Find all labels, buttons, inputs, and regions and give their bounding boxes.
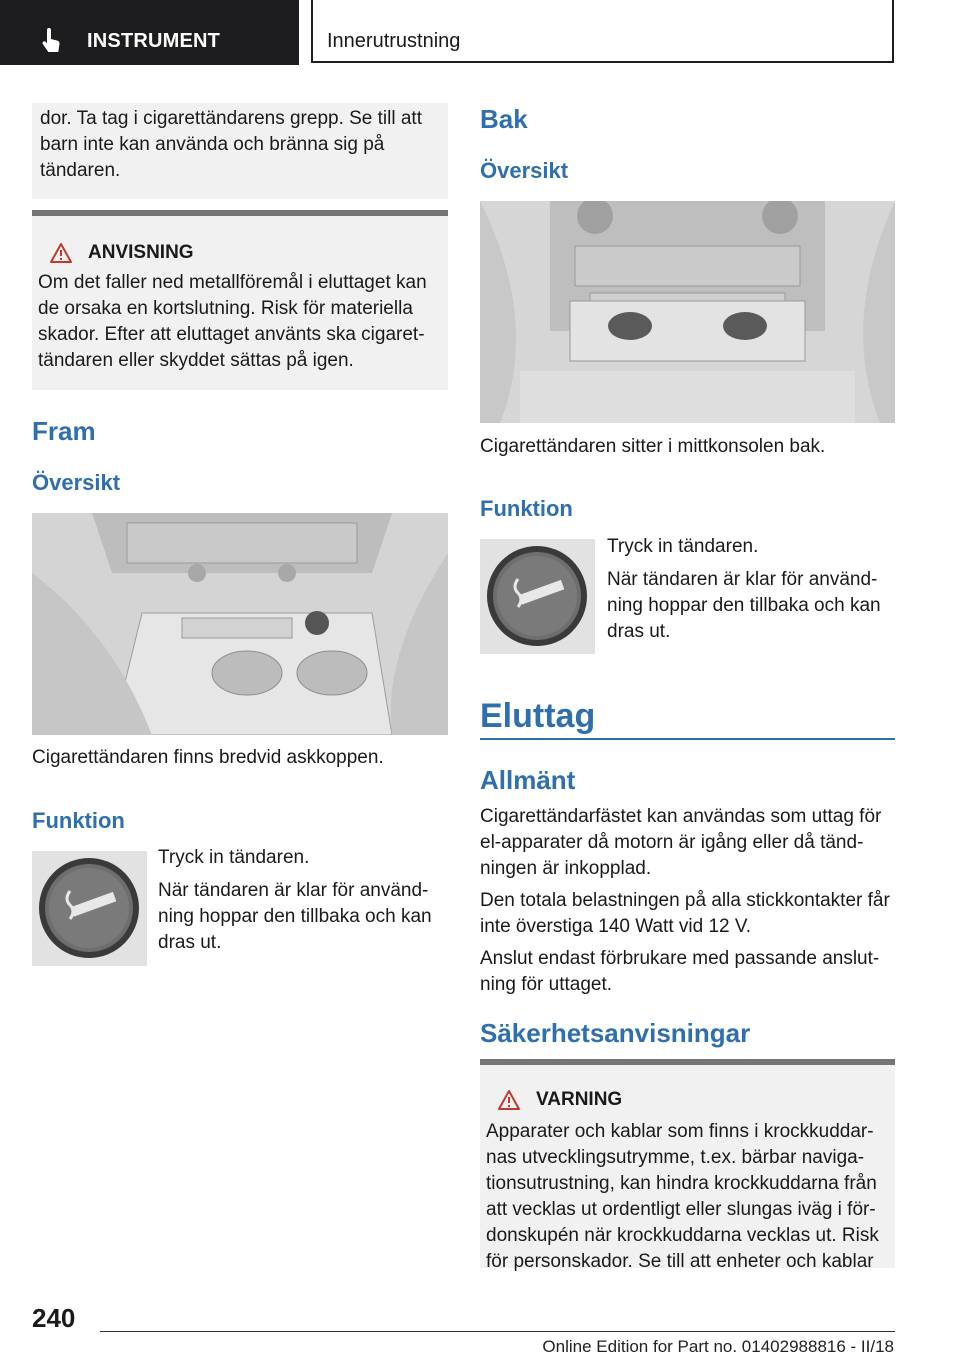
warning-triangle-icon [50, 243, 72, 263]
rear-heading: Bak [480, 104, 528, 134]
hand-pointer-icon [40, 28, 62, 54]
function-line: dras ut. [607, 621, 671, 642]
warning-line: för personskador. Se till att enheter och kablar [486, 1251, 874, 1272]
rear-console-image [480, 201, 895, 423]
warning-line: donskupén när krockkuddarna vecklas ut. Risk [486, 1225, 879, 1246]
notice-line: de orsaka en kortslutning. Risk för materiella [38, 298, 413, 319]
warning-line: nas utvecklingsutrymme, t.ex. bärbar naviga- [486, 1147, 865, 1168]
rear-caption: Cigarettändaren sitter i mittkonsolen bak. [480, 436, 826, 457]
front-heading: Fram [32, 416, 96, 446]
general-text [480, 804, 895, 998]
warning-box [480, 1059, 895, 1272]
rear-function-text [607, 534, 881, 645]
function-line: Tryck in tändaren. [607, 536, 759, 557]
safety-heading: Säkerhetsanvisningar [480, 1018, 751, 1048]
chapter-tab[interactable] [0, 0, 299, 65]
footer-edition: Online Edition for Part no. 01402988816 - II/18 [542, 1337, 894, 1356]
cigarette-lighter-image-rear [480, 539, 595, 654]
notice-line: skador. Efter att eluttaget använts ska cigaret- [38, 324, 425, 345]
general-line: inte överstiga 140 Watt vid 12 V. [480, 916, 752, 937]
function-line: ning hoppar den tillbaka och kan [158, 906, 432, 927]
warning-header [486, 1089, 889, 1111]
general-line: Cigarettändarfästet kan användas som uttag för [480, 806, 882, 827]
general-line: Den totala belastningen på alla stickkontakter får [480, 890, 890, 911]
notice-box [32, 210, 448, 390]
outlet-heading-rule [480, 738, 895, 740]
warning-line: att vecklas ut ordentligt eller slungas iväg i för- [486, 1199, 876, 1220]
note-box [32, 103, 448, 199]
function-line: Tryck in tändaren. [158, 847, 310, 868]
warning-line: Apparater och kablar som finns i krockkuddar- [486, 1121, 874, 1142]
general-line: Anslut endast förbrukare med passande anslut- [480, 948, 880, 969]
function-line: När tändaren är klar för använd- [607, 569, 878, 590]
function-line: ning hoppar den tillbaka och kan [607, 595, 881, 616]
rear-overview-heading: Översikt [480, 158, 569, 183]
notice-header [38, 242, 442, 264]
general-line: ningen är inkopplad. [480, 858, 652, 879]
front-function-heading: Funktion [32, 808, 125, 833]
note-text: dor. Ta tag i cigarettändarens grepp. Se till att barn inte kan använda och bränna sig på tändaren. [40, 108, 422, 181]
warning-title: VARNING [536, 1089, 623, 1110]
general-line: ning för uttaget. [480, 974, 613, 995]
section-header [311, 0, 894, 63]
cigarette-lighter-icon [32, 851, 147, 966]
function-line: När tändaren är klar för använd- [158, 880, 429, 901]
outlet-heading: Eluttag [480, 697, 596, 735]
warning-line: tionsutrustning, kan hindra krockkuddarna från [486, 1173, 877, 1194]
notice-line: tändaren eller skyddet sättas på igen. [38, 350, 354, 371]
front-overview-heading: Översikt [32, 470, 121, 495]
general-line: el-apparater då motorn är igång eller då tänd- [480, 832, 864, 853]
chapter-tab-label: INSTRUMENT [87, 30, 221, 52]
general-heading: Allmänt [480, 765, 576, 795]
cigarette-lighter-image-front [32, 851, 147, 966]
rear-function-heading: Funktion [480, 496, 573, 521]
notice-line: Om det faller ned metallföremål i eluttaget kan [38, 272, 427, 293]
notice-title: ANVISNING [88, 242, 194, 263]
page-number: 240 [32, 1303, 76, 1333]
front-console-image [32, 513, 448, 735]
warning-triangle-icon [498, 1090, 520, 1110]
cigarette-lighter-icon [480, 539, 595, 654]
front-caption: Cigarettändaren finns bredvid askkoppen. [32, 747, 384, 768]
front-function-text [158, 845, 432, 956]
function-line: dras ut. [158, 932, 222, 953]
section-title: Innerutrustning [327, 30, 461, 52]
footer-rule [100, 1331, 895, 1332]
